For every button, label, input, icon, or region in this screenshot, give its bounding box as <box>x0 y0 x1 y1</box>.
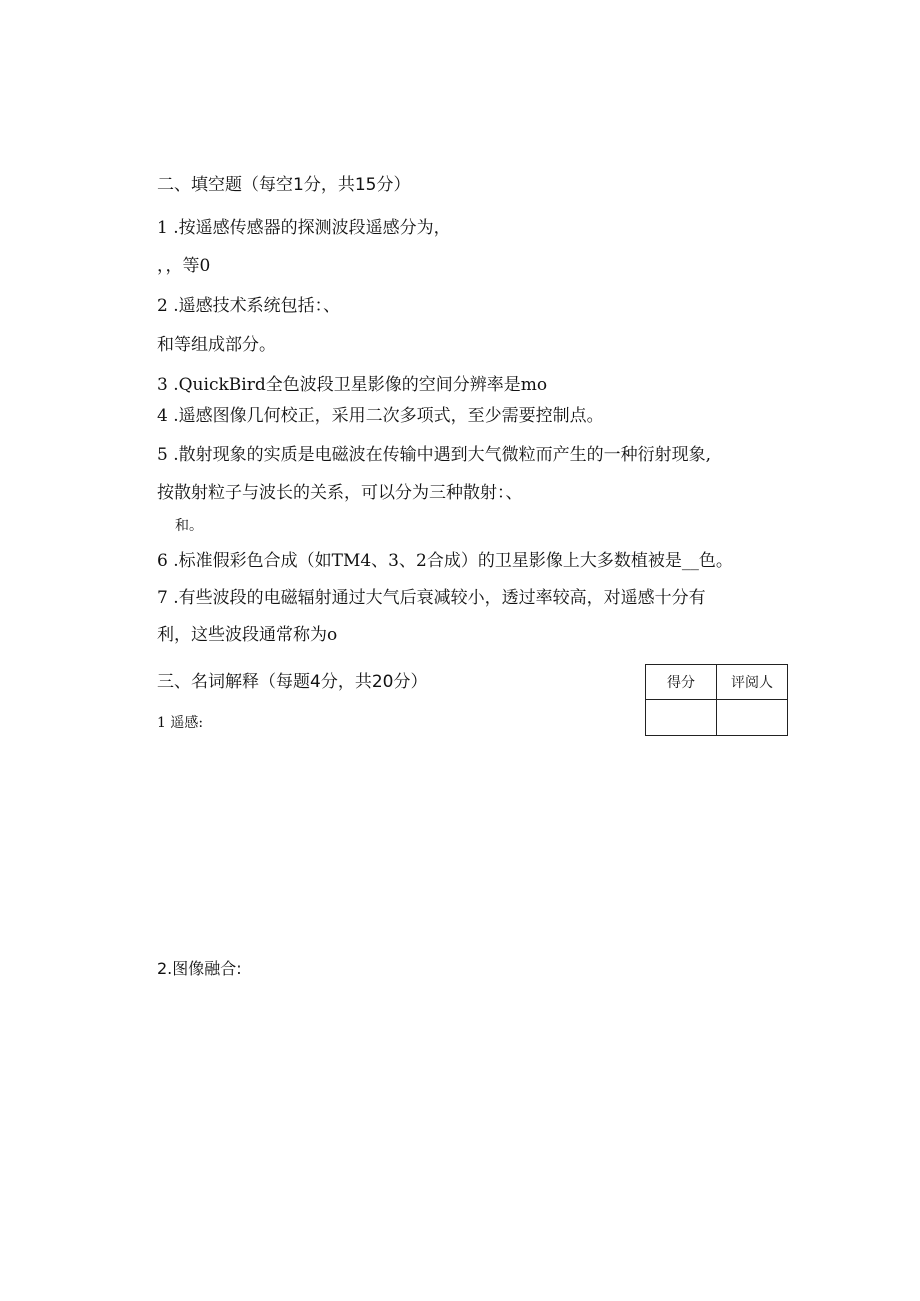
fill-item-7-cont: 利，这些波段通常称为o <box>157 625 338 645</box>
fill-item-3: 3 .QuickBird全色波段卫星影像的空间分辨率是mo <box>157 375 548 395</box>
fill-item-7: 7 .有些波段的电磁辐射通过大气后衰减较小，透过率较高，对遥感十分有 <box>157 588 706 608</box>
reviewer-header: 评阅人 <box>717 665 788 700</box>
fill-item-1-cont: ，，等0 <box>157 256 211 276</box>
term-item-2: 2.图像融合: <box>157 959 242 978</box>
fill-item-5-cont: 按散射粒子与波长的关系，可以分为三种散射：、 <box>157 483 523 503</box>
fill-item-5-cont2: 和。 <box>175 518 203 534</box>
fill-item-2: 2 .遥感技术系统包括：、 <box>157 296 341 316</box>
fill-item-4: 4 .遥感图像几何校正，采用二次多项式，至少需要控制点。 <box>157 406 604 426</box>
section2-heading: 二、填空题（每空1分，共15分） <box>157 175 411 195</box>
reviewer-cell[interactable] <box>717 700 788 736</box>
section3-heading: 三、名词解释（每题4分，共20分） <box>157 672 428 692</box>
term-item-1: 1 遥感: <box>157 715 204 731</box>
fill-item-5: 5 .散射现象的实质是电磁波在传输中遇到大气微粒而产生的一种衍射现象, <box>157 445 712 465</box>
score-table <box>645 664 788 736</box>
score-header: 得分 <box>646 665 717 700</box>
score-cell[interactable] <box>646 700 717 736</box>
fill-item-6: 6 .标准假彩色合成（如TM4、3、2合成）的卫星影像上大多数植被是__色。 <box>157 551 733 571</box>
fill-item-2-cont: 和等组成部分。 <box>157 335 276 355</box>
fill-item-1: 1 .按遥感传感器的探测波段遥感分为， <box>157 218 451 238</box>
